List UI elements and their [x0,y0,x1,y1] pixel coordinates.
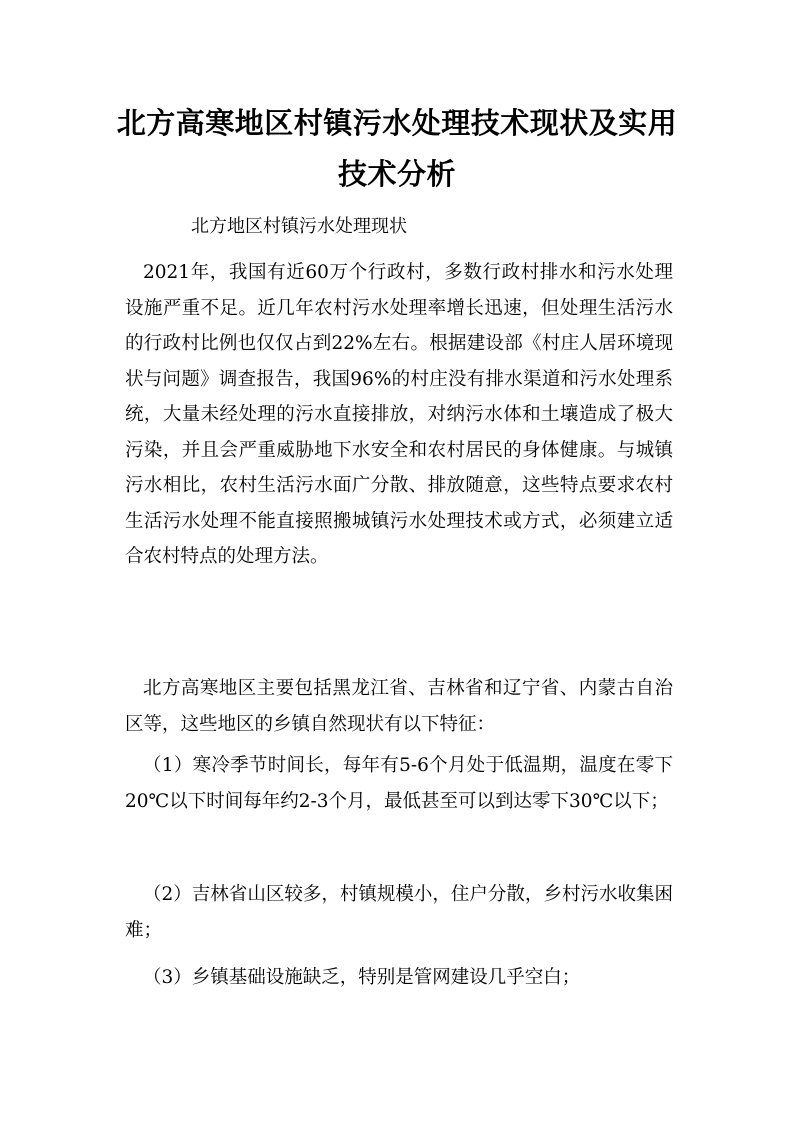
list-item-infrastructure: （3）乡镇基础设施缺乏，特别是管网建设几乎空白； [143,967,581,988]
list-item-cold-season: （1）寒冷季节时间长，每年有5-6个月处于低温期，温度在零下20℃以下时间每年约2-3个月，最低甚至可以到达零下30℃以下； [125,755,673,812]
paragraph-status: 2021年，我国有近60万个行政村，多数行政村排水和污水处理设施严重不足。近几年农村污水处理率增长迅速，但处理生活污水的行政村比例也仅仅占到22%左右。根据建设部《村庄人居环境现状与问题》调查报告，我国96%的村庄没有排水渠道和污水处理系统，大量未经处理的污水直接排放，对纳污水体和土壤造成了极大污染，并且会严重威胁地下水安全和农村居民的身体健康。与城镇污水相比，农村生活污水面广分散、排放随意，这些特点要求农村生活污水处理不能直接照搬城镇污水处理技术或方式，必须建立适合农村特点的处理方法。 [125,262,673,567]
paragraph-regions: 北方高寒地区主要包括黑龙江省、吉林省和辽宁省、内蒙古自治区等，这些地区的乡镇自然现状有以下特征： [125,678,673,735]
list-item-mountain-areas: （2）吉林省山区较多，村镇规模小，住户分散，乡村污水收集困难； [125,884,673,941]
section-heading: 北方地区村镇污水处理现状 [191,216,407,237]
document-title: 北方高寒地区村镇污水处理技术现状及实用技术分析 [116,106,678,191]
